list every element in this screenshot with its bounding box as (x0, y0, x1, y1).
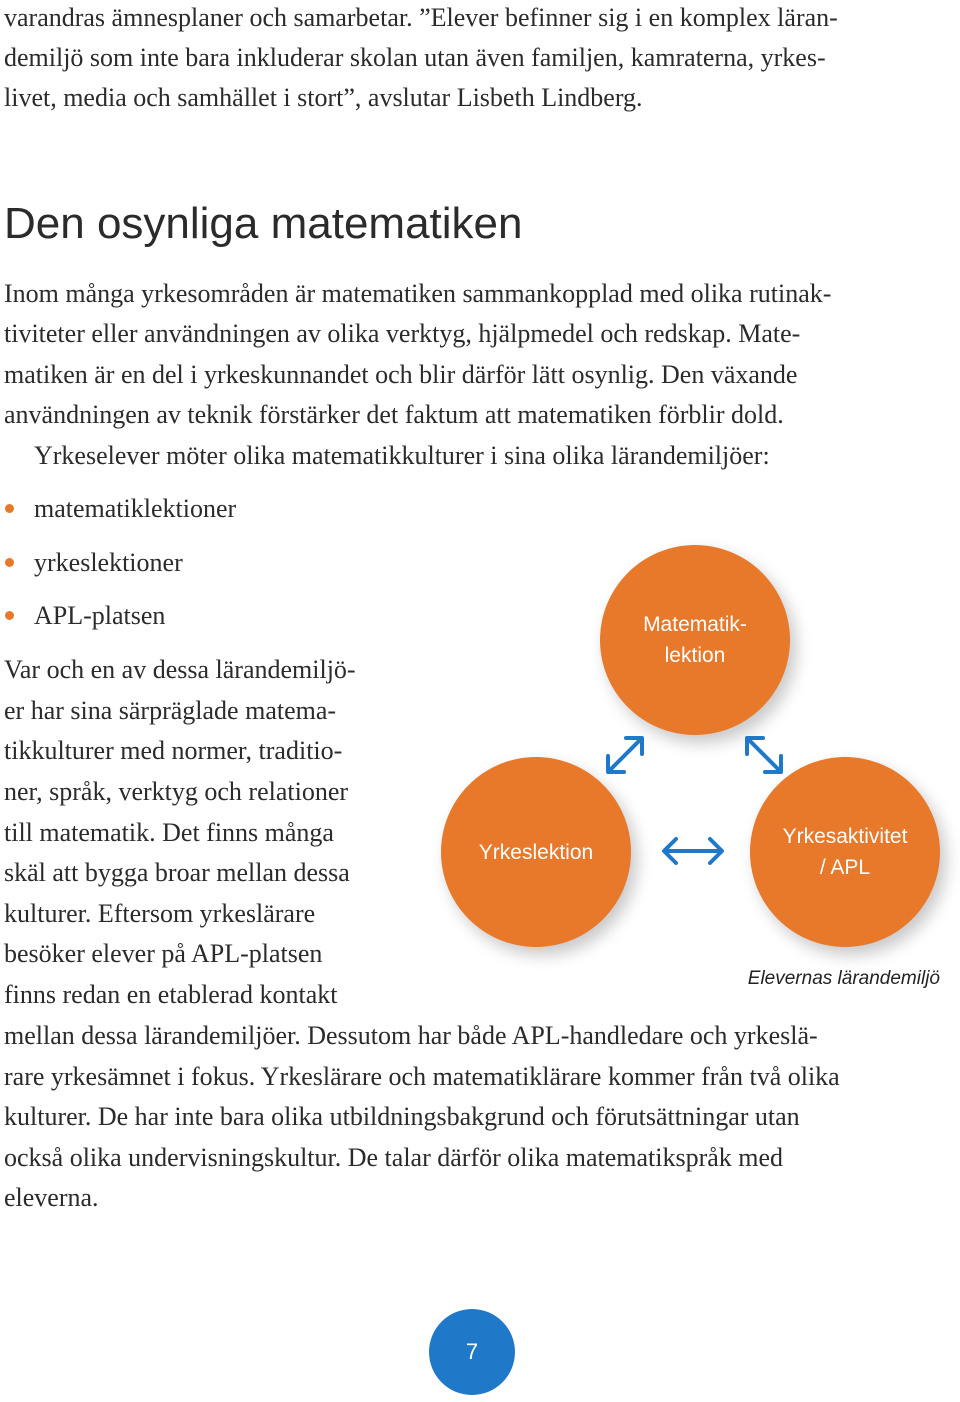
para3-cont-line-4: också olika undervisningskultur. De talar därför olika matematikspråk med (4, 1143, 784, 1172)
circle-top-label-2: lektion (664, 644, 726, 667)
para1-line-4: användningen av teknik förstärker det faktum att matematiken förblir dold. (4, 400, 784, 429)
diagram-caption: Elevernas lärandemiljö (747, 968, 940, 989)
bullet-item-3: APL-platsen (34, 601, 166, 630)
para1-line-1: Inom många yrkesområden är matematiken sammankopplad med olika rutinak- (4, 279, 832, 308)
double-arrow-diagonal-right-icon (739, 730, 789, 780)
para1-line-3: matiken är en del i yrkeskunnandet och blir därför lätt osynlig. Den växande (4, 360, 798, 389)
para3-line-7: kulturer. Eftersom yrkeslärare (4, 899, 316, 928)
circle-matematiklektion (600, 545, 790, 735)
para2-line: Yrkeselever möter olika matematikkulturer i sina olika lärandemiljöer: (34, 441, 770, 470)
double-arrow-horizontal-icon (660, 834, 726, 868)
circle-left-label: Yrkeslektion (478, 840, 594, 864)
bullet-dot-icon (5, 611, 14, 620)
para3-cont-line-5: eleverna. (4, 1183, 99, 1212)
circle-top-label-1: Matematik- (643, 613, 747, 636)
para3-line-3: tikkulturer med normer, traditio- (4, 736, 343, 765)
bullet-item-1: matematiklektioner (34, 494, 237, 523)
section-heading: Den osynliga matematiken (4, 199, 523, 248)
circle-right-label-2: / APL (819, 856, 871, 879)
para3-line-8: besöker elever på APL-platsen (4, 939, 323, 968)
para3-line-9: finns redan en etablerad kontakt (4, 980, 338, 1009)
intro-line-3: livet, media och samhället i stort”, avslutar Lisbeth Lindberg. (4, 83, 643, 112)
para3-line-1: Var och en av dessa lärandemiljö- (4, 655, 356, 684)
bullet-dot-icon (5, 504, 14, 513)
para3-line-2: er har sina särpräglade matema- (4, 696, 337, 725)
circle-right-label-1: Yrkesaktivitet (782, 825, 908, 848)
intro-line-2: demiljö som inte bara inkluderar skolan utan även familjen, kamraterna, yrkes- (4, 43, 826, 72)
para3-line-4: ner, språk, verktyg och relationer (4, 777, 349, 806)
circle-yrkesaktivitet (750, 757, 940, 947)
bullet-item-2: yrkeslektioner (34, 548, 183, 577)
para1-line-2: tiviteter eller användningen av olika verktyg, hjälpmedel och redskap. Mate- (4, 319, 801, 348)
page-number: 7 (465, 1339, 479, 1364)
para3-line-6: skäl att bygga broar mellan dessa (4, 858, 350, 887)
para3-cont-line-2: rare yrkesämnet i fokus. Yrkeslärare och matematiklärare kommer från två olika (4, 1062, 840, 1091)
double-arrow-diagonal-left-icon (600, 730, 650, 780)
intro-line-1: varandras ämnesplaner och samarbetar. ”Elever befinner sig i en komplex läran- (4, 3, 838, 32)
circle-yrkeslektion (441, 757, 631, 947)
para3-line-5: till matematik. Det finns många (4, 818, 334, 847)
page-number-badge (429, 1309, 515, 1395)
para3-cont-line-3: kulturer. De har inte bara olika utbildningsbakgrund och förutsättningar utan (4, 1102, 800, 1131)
bullet-dot-icon (5, 558, 14, 567)
para3-cont-line-1: mellan dessa lärandemiljöer. Dessutom har både APL-handledare och yrkeslä- (4, 1021, 818, 1050)
